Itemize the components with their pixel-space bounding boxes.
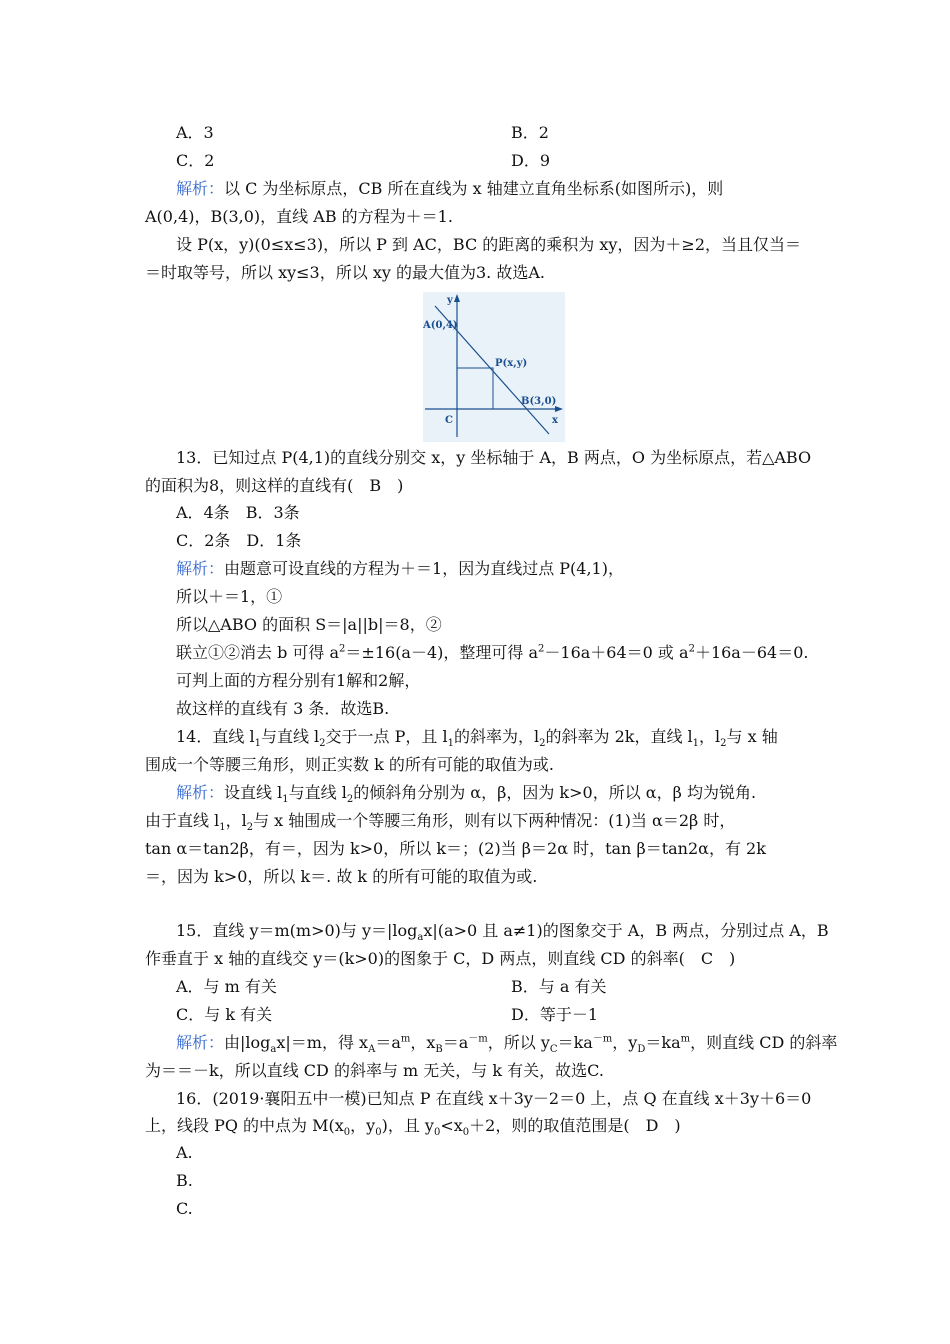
point-p-label: P(x,y) (495, 358, 528, 369)
q14-l1-b: 与直线 l (260, 727, 320, 746)
q16-l2-sub-1: 0 (343, 1127, 351, 1139)
q15-s1-i: ＝ka (645, 1033, 681, 1052)
q14-l1-e: 的斜率为 2k，直线 l (545, 727, 693, 746)
q15-s1-sub-D: D (637, 1044, 646, 1056)
q14-s2-sub-1: 1 (219, 822, 226, 834)
q12-solution-line-3: 设 P(x，y)(0≤x≤3)，所以 P 到 AC，BC 的距离的乘积为 xy，因为＋≥2，当且仅当＝ (176, 235, 802, 254)
q14-l1-sub-6: 2 (720, 738, 727, 750)
q15-solution-line-2: 为＝＝－k，所以直线 CD 的斜率与 m 无关，与 k 有关，故选C. (145, 1061, 604, 1080)
q13-solution-text-1: 由题意可设直线的方程为＋＝1，因为直线过点 P(4,1)， (224, 559, 624, 578)
q13-sol4-d: ＋16a－64＝0. (694, 643, 809, 662)
q16-option-b: B. (176, 1171, 193, 1190)
q15-s1-f: ，所以 y (487, 1033, 550, 1052)
q15-l1-b: x|(a>0 且 a≠1)的图象交于 A，B 两点，分别过点 A，B (423, 921, 829, 940)
q15-l1-a: 15．直线 y＝m(m>0)与 y＝|log (176, 921, 418, 940)
q14-s2-a: 由于直线 l (145, 811, 220, 830)
q14-l1-sub-2: 2 (319, 738, 326, 750)
q14-s1-a: 设直线 l (224, 783, 283, 802)
q13-solution-line-6: 故这样的直线有 3 条．故选B. (176, 699, 390, 718)
q15-s1-d: ，x (410, 1033, 436, 1052)
q13-sol4-sup-3: 2 (688, 643, 695, 655)
q16-option-a: A. (176, 1143, 193, 1162)
q13-solution-line-1 (176, 559, 624, 579)
q15-s1-g: ＝ka (557, 1033, 593, 1052)
p-rectangle (457, 368, 493, 409)
q13-sol4-sup-1: 2 (339, 643, 346, 655)
q14-l1-g: 与 x 轴 (726, 727, 778, 746)
q15-s1-j: ，则直线 CD 的斜率 (690, 1033, 838, 1052)
y-axis-label: y (447, 295, 453, 306)
q12-option-a: A．3 (176, 123, 214, 142)
q13-solution-label: 解析： (176, 559, 225, 578)
q13-sol4-sup-2: 2 (538, 643, 545, 655)
q14-s1-c: 的倾斜角分别为 α，β，因为 k>0，所以 α，β 均为锐角. (353, 783, 757, 802)
q14-stem-line-2: 围成一个等腰三角形，则正实数 k 的所有可能的取值为或. (145, 755, 554, 774)
q13-sol4-b: ＝±16(a－4)，整理可得 a (345, 643, 539, 662)
q15-s1-b: x|＝m，得 x (276, 1033, 369, 1052)
q12-solution-text-1: 以 C 为坐标原点，CB 所在直线为 x 轴建立直角坐标系(如图所示)，则 (224, 179, 724, 198)
q12-option-d: D．9 (511, 151, 551, 170)
q14-l1-c: 交于一点 P，且 l (325, 727, 448, 746)
q16-stem-line-1: 16．(2019·襄阳五中一模)已知点 P 在直线 x＋3y－2＝0 上，点 Q 在直线 x＋3y＋6＝0 (176, 1089, 812, 1108)
q13-solution-line-2: 所以＋＝1，① (176, 587, 283, 606)
q14-l1-a: 14．直线 l (176, 727, 255, 746)
q14-l1-sub-4: 2 (539, 738, 546, 750)
point-b-label: B(3,0) (521, 396, 557, 407)
q16-l2-sub-2: 0 (375, 1127, 382, 1139)
q13-options-ab: A．4条 B．3条 (176, 503, 300, 522)
q15-l1-sub: a (417, 932, 424, 944)
q13-sol4-a: 联立①②消去 b 可得 a (176, 643, 340, 662)
q12-option-b: B．2 (511, 123, 549, 142)
q14-solution-label: 解析： (176, 783, 225, 802)
q16-l2-c: )，且 y (381, 1116, 434, 1135)
q15-s1-c: ＝a (375, 1033, 401, 1052)
q14-solution-line-4: ＝，因为 k>0，所以 k＝. 故 k 的所有可能的取值为或. (145, 867, 538, 886)
q16-l2-e: ＋2，则的取值范围是( D ) (469, 1116, 681, 1135)
q14-l1-d: 的斜率为，l (453, 727, 540, 746)
point-a-label: A(0,4) (423, 320, 458, 331)
figure-svg (423, 292, 565, 442)
q16-l2-d: <x (440, 1116, 463, 1135)
q15-option-b: B．与 a 有关 (511, 977, 607, 996)
q15-s1-a: 由|log (224, 1033, 271, 1052)
q14-s1-sub-1: 1 (282, 794, 289, 806)
q12-solution-line-1 (176, 179, 723, 199)
q13-sol4-c: －16a＋64＝0 或 a (544, 643, 689, 662)
q15-s1-sup-m-2: m (680, 1033, 691, 1045)
q14-s1-sub-2: 2 (346, 794, 354, 806)
q12-solution-line-2: A(0,4)，B(3,0)，直线 AB 的方程为＋＝1. (145, 207, 453, 226)
q15-solution-line-1 (176, 1033, 838, 1056)
q12-solution-label: 解析： (176, 179, 225, 198)
q14-solution-line-2 (145, 811, 736, 834)
q13-options-cd: C．2条 D．1条 (176, 531, 302, 550)
q15-s1-sup-negm: －m (468, 1033, 488, 1045)
q15-s1-sub-C: C (549, 1044, 558, 1056)
q16-option-c: C. (176, 1199, 193, 1218)
q13-solution-line-3: 所以△ABO 的面积 S＝|a||b|＝8，② (176, 615, 442, 634)
q14-s2-sub-2: 2 (246, 822, 254, 834)
q14-l1-sub-5: 1 (692, 738, 700, 750)
q15-s1-sup-m: m (400, 1033, 411, 1045)
q15-s1-h: ，y (612, 1033, 638, 1052)
q13-solution-line-4 (176, 643, 808, 663)
q13-stem-line-1: 13．已知过点 P(4,1)的直线分别交 x，y 坐标轴于 A，B 两点，O 为坐标原点，若△ABO (176, 448, 812, 467)
q14-stem-line-1 (176, 727, 778, 750)
x-axis-label: x (552, 415, 558, 426)
q15-s1-sub-A: A (368, 1044, 376, 1056)
coordinate-figure (423, 292, 565, 442)
q13-stem-line-2: 的面积为8，则这样的直线有( B ) (145, 476, 404, 495)
q12-option-c: C．2 (176, 151, 215, 170)
origin-label: C (445, 415, 453, 426)
q15-s1-e: ＝a (442, 1033, 469, 1052)
q16-l2-sub-4: 0 (462, 1127, 470, 1139)
q16-stem-line-2 (145, 1116, 681, 1139)
q14-s2-b: ，l (225, 811, 247, 830)
q15-stem-line-1 (176, 921, 829, 944)
q15-option-d: D．等于－1 (511, 1005, 599, 1024)
q14-solution-line-3: tan α＝tan2β，有＝，因为 k>0，所以 k＝；(2)当 β＝2α 时，tan β＝tan2α，有 2k (145, 839, 766, 858)
q12-solution-line-4: ＝时取等号，所以 xy≤3，所以 xy 的最大值为3. 故选A. (145, 263, 545, 282)
q14-s2-c: 与 x 轴围成一个等腰三角形，则有以下两种情况：(1)当 α＝2β 时， (253, 811, 736, 830)
q13-solution-line-5: 可判上面的方程分别有1解和2解， (176, 671, 421, 690)
q15-option-a: A．与 m 有关 (176, 977, 277, 996)
q15-s1-sub-B: B (435, 1044, 443, 1056)
q14-l1-sub-3: 1 (447, 738, 454, 750)
q14-solution-line-1 (176, 783, 757, 806)
y-arrow-icon (454, 294, 460, 302)
q15-stem-line-2: 作垂直于 x 轴的直线交 y＝(k>0)的图象于 C，D 两点，则直线 CD 的斜率( C ) (145, 949, 736, 968)
q14-l1-sub-1: 1 (254, 738, 261, 750)
q15-solution-label: 解析： (176, 1033, 225, 1052)
q16-l2-sub-3: 0 (433, 1127, 441, 1139)
q14-s1-b: 与直线 l (288, 783, 347, 802)
q16-l2-b: ，y (350, 1116, 376, 1135)
q15-s1-sub-a: a (270, 1044, 277, 1056)
q15-option-c: C．与 k 有关 (176, 1005, 273, 1024)
q14-l1-f: ，l (699, 727, 721, 746)
q15-s1-sup-negm-2: －m (592, 1033, 613, 1045)
q16-l2-a: 上，线段 PQ 的中点为 M(x (145, 1116, 344, 1135)
